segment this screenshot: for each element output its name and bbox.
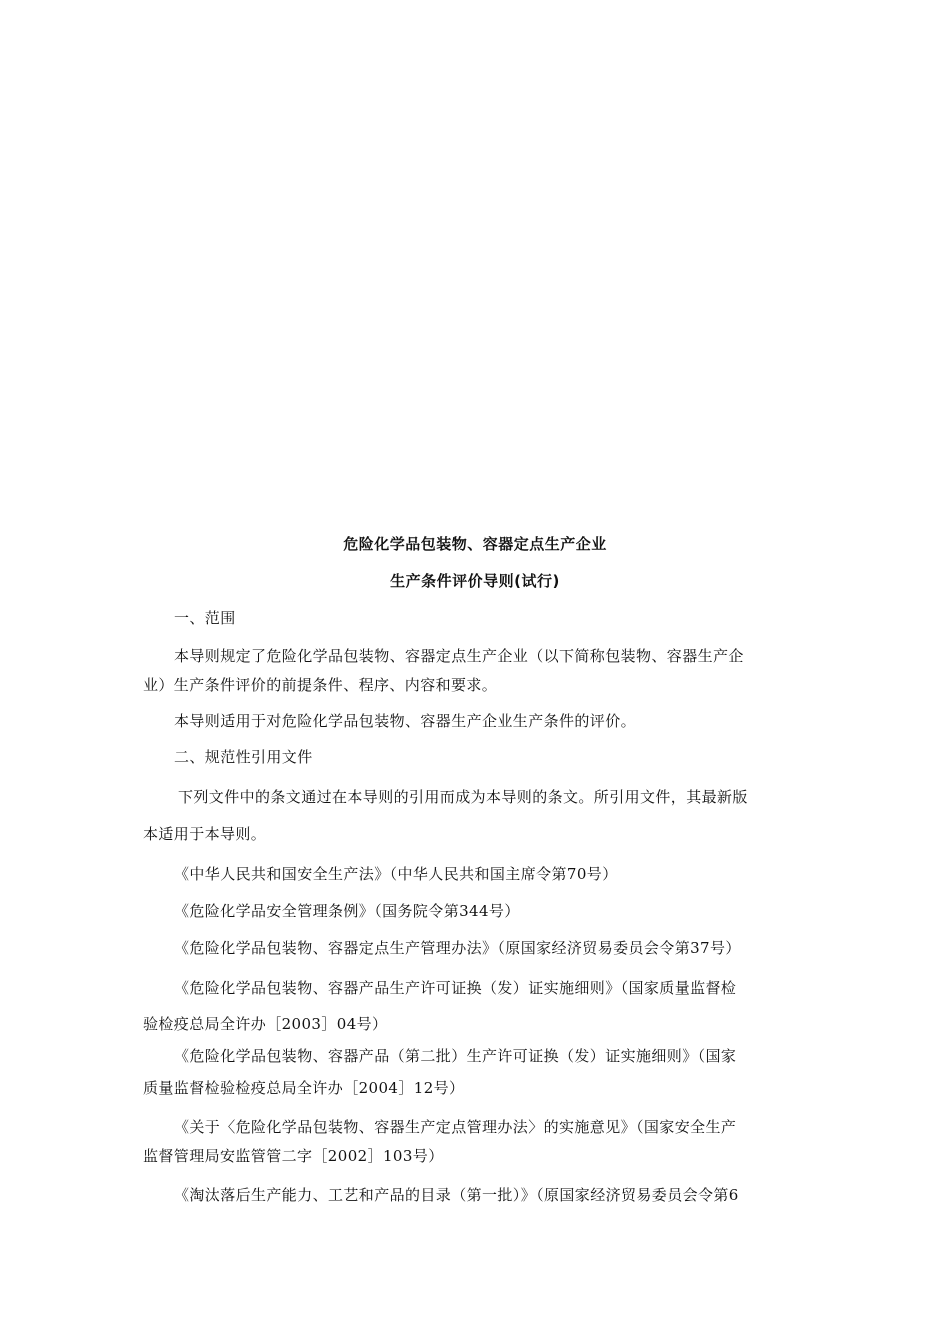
para3-line1: 下列文件中的条文通过在本导则的引用而成为本导则的条文。所引用文件，其最新版 [178, 788, 748, 806]
reference-3: 《危险化学品包装物、容器定点生产管理办法》（原国家经济贸易委员会令第37号） [174, 939, 741, 957]
reference-5-line1: 《危险化学品包装物、容器产品（第二批）生产许可证换（发）证实施细则》（国家 [174, 1047, 737, 1065]
section1-heading: 一、范围 [174, 609, 236, 627]
reference-6-line2: 监督管理局安监管管二字［2002］103号） [143, 1147, 444, 1165]
para1-line1: 本导则规定了危险化学品包装物、容器定点生产企业（以下简称包装物、容器生产企 [174, 647, 744, 665]
section2-heading: 二、规范性引用文件 [174, 748, 313, 766]
para3-line2: 本适用于本导则。 [143, 825, 267, 843]
para2: 本导则适用于对危险化学品包装物、容器生产企业生产条件的评价。 [174, 712, 637, 730]
reference-6-line1: 《关于〈危险化学品包装物、容器生产定点管理办法〉的实施意见》（国家安全生产 [174, 1118, 737, 1136]
reference-4-line1: 《危险化学品包装物、容器产品生产许可证换（发）证实施细则》（国家质量监督检 [174, 979, 737, 997]
reference-7-line1: 《淘汰落后生产能力、工艺和产品的目录（第一批）》（原国家经济贸易委员会令第6 [174, 1186, 739, 1204]
reference-1: 《中华人民共和国安全生产法》（中华人民共和国主席令第70号） [174, 865, 618, 883]
reference-4-line2: 验检疫总局全许办［2003］04号） [143, 1015, 388, 1033]
document-title-line1: 危险化学品包装物、容器定点生产企业 [343, 535, 607, 553]
document-title-line2: 生产条件评价导则(试行) [390, 572, 560, 590]
reference-2: 《危险化学品安全管理条例》（国务院令第344号） [174, 902, 520, 920]
reference-5-line2: 质量监督检验检疫总局全许办［2004］12号） [143, 1079, 465, 1097]
para1-line2: 业）生产条件评价的前提条件、程序、内容和要求。 [143, 676, 498, 694]
